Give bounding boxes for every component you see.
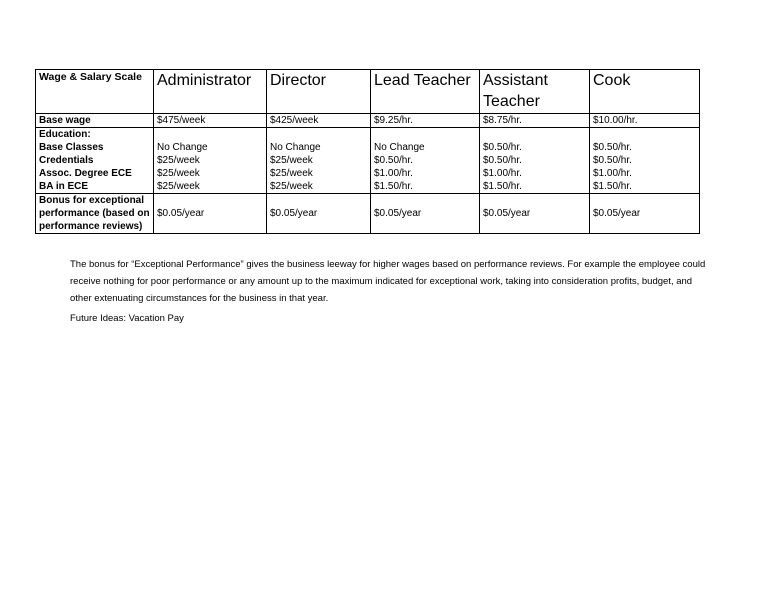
column-header-director: Director <box>267 70 371 114</box>
wage-salary-table <box>35 69 700 234</box>
education-assistant-teacher <box>480 128 590 194</box>
column-header-cook: Cook <box>590 70 700 114</box>
education-value: No Change <box>157 142 208 153</box>
education-value: $0.50/hr. <box>593 155 632 166</box>
row-label-education <box>36 128 154 194</box>
education-value: $1.00/hr. <box>593 168 632 179</box>
column-header-administrator: Administrator <box>154 70 267 114</box>
education-value: No Change <box>374 142 425 153</box>
education-value: $1.00/hr. <box>374 168 413 179</box>
base-wage-administrator: $475/week <box>154 114 267 128</box>
education-value: $25/week <box>157 181 200 192</box>
row-label-base-wage: Base wage <box>36 114 154 128</box>
education-value: $0.50/hr. <box>593 142 632 153</box>
cell-spacer <box>483 128 586 141</box>
education-heading: Education: <box>39 129 91 140</box>
education-value: $0.50/hr. <box>374 155 413 166</box>
education-director <box>267 128 371 194</box>
education-item-label: Credentials <box>39 155 94 166</box>
education-value: $25/week <box>270 181 313 192</box>
education-value: $0.50/hr. <box>483 142 522 153</box>
education-value: $1.50/hr. <box>483 181 522 192</box>
education-cook <box>590 128 700 194</box>
education-item-label: Assoc. Degree ECE <box>39 168 132 179</box>
education-lead-teacher <box>371 128 480 194</box>
base-wage-lead-teacher: $9.25/hr. <box>371 114 480 128</box>
education-value: $25/week <box>270 155 313 166</box>
table-title: Wage & Salary Scale <box>36 70 154 114</box>
column-header-lead-teacher: Lead Teacher <box>371 70 480 114</box>
cell-spacer <box>270 128 367 141</box>
cell-spacer <box>593 128 696 141</box>
bonus-explanation-paragraph: The bonus for “Exceptional Performance” gives the business leeway for higher wages based on performance reviews. For example the employee could receive nothing for poor performance or any amount up to the maximum indicated for exceptional work, taking into consideration profits, budget, and other extenuating circumstances for the business in that year. <box>70 259 706 304</box>
base-wage-director: $425/week <box>267 114 371 128</box>
bonus-lead-teacher: $0.05/year <box>371 194 480 234</box>
bonus-administrator: $0.05/year <box>154 194 267 234</box>
table-header-row <box>36 70 700 114</box>
education-value: No Change <box>270 142 321 153</box>
base-wage-assistant-teacher: $8.75/hr. <box>480 114 590 128</box>
education-item-label: Base Classes <box>39 142 104 153</box>
education-value: $25/week <box>157 155 200 166</box>
education-value: $0.50/hr. <box>483 155 522 166</box>
education-item-label: BA in ECE <box>39 181 89 192</box>
bonus-director: $0.05/year <box>267 194 371 234</box>
future-ideas-paragraph: Future Ideas: Vacation Pay <box>70 313 184 324</box>
base-wage-cook: $10.00/hr. <box>590 114 700 128</box>
education-value: $1.00/hr. <box>483 168 522 179</box>
education-value: $1.50/hr. <box>593 181 632 192</box>
education-value: $25/week <box>157 168 200 179</box>
bonus-assistant-teacher: $0.05/year <box>480 194 590 234</box>
cell-spacer <box>157 128 263 141</box>
education-value: $1.50/hr. <box>374 181 413 192</box>
education-value: $25/week <box>270 168 313 179</box>
row-label-bonus: Bonus for exceptional performance (based on performance reviews) <box>36 194 154 234</box>
education-administrator <box>154 128 267 194</box>
column-header-assistant-teacher: Assistant Teacher <box>480 70 590 114</box>
cell-spacer <box>374 128 476 141</box>
bonus-cook: $0.05/year <box>590 194 700 234</box>
table-row-education <box>36 128 700 194</box>
table-row-bonus <box>36 194 700 234</box>
table-row-base-wage <box>36 114 700 128</box>
